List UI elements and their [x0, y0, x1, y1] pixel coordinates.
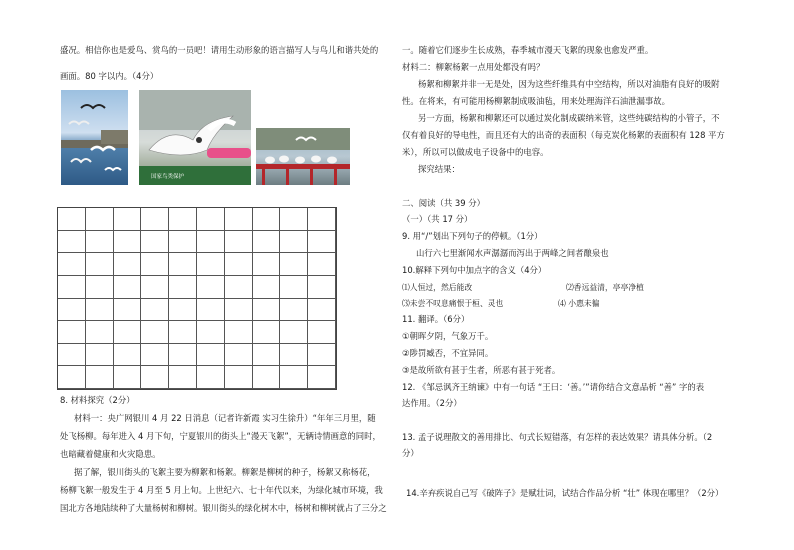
grid-cell[interactable] — [225, 321, 253, 344]
grid-cell[interactable] — [225, 208, 253, 231]
grid-cell[interactable] — [169, 208, 197, 231]
grid-cell[interactable] — [169, 253, 197, 276]
grid-cell[interactable] — [114, 366, 142, 389]
question-10-item-2: ⑵香远益清，亭亭净植 — [566, 283, 644, 292]
grid-cell[interactable] — [280, 253, 308, 276]
grid-cell[interactable] — [141, 299, 169, 322]
grid-cell[interactable] — [114, 231, 142, 254]
grid-cell[interactable] — [141, 344, 169, 367]
question-11-item-2: ②陟罚臧否，不宜异同。 — [402, 348, 494, 358]
question-12-line-2: 达作用。（2分） — [402, 398, 462, 408]
feeding-gull-photo — [139, 90, 251, 185]
grid-cell[interactable] — [280, 321, 308, 344]
grid-cell[interactable] — [197, 276, 225, 299]
question-14: 14.辛弃疾说自己写《破阵子》是赋壮词，试结合作品分析 “壮” 体现在哪里？（2分） — [406, 488, 724, 498]
grid-cell[interactable] — [253, 276, 281, 299]
grid-cell[interactable] — [114, 208, 142, 231]
photo-caption: 国家鸟类保护 — [151, 174, 185, 180]
grid-cell[interactable] — [253, 344, 281, 367]
right-line-1: 一。随着它们逐步生长成熟，春季城市漫天飞絮的现象也愈发严重。 — [402, 45, 654, 55]
grid-cell[interactable] — [280, 231, 308, 254]
grid-cell[interactable] — [308, 231, 336, 254]
grid-cell[interactable] — [141, 208, 169, 231]
material-2-line-4: 仅有着良好的导电性，而且还有大的出奇的表面积（每克炭化杨絮的表面积有 128 平方 — [402, 130, 725, 140]
grid-cell[interactable] — [58, 299, 86, 322]
intro-line-1: 盛况。相信你也是爱鸟、赏鸟的一员吧！请用生动形象的语言描写人与鸟儿和谐共处的 — [60, 45, 379, 55]
intro-line-2: 画面。80 字以内。（4分） — [60, 71, 159, 81]
grid-cell[interactable] — [253, 253, 281, 276]
grid-cell[interactable] — [308, 253, 336, 276]
grid-cell[interactable] — [197, 208, 225, 231]
grid-cell[interactable] — [114, 321, 142, 344]
grid-cell[interactable] — [141, 276, 169, 299]
question-11-item-1: ①朝晖夕阴，气象万千。 — [402, 331, 494, 341]
section-reading-title: 二、阅读（共 39 分） — [402, 198, 485, 208]
question-13-line-2: 分） — [402, 448, 419, 458]
question-11: 11. 翻译。（6分） — [402, 314, 470, 324]
grid-cell[interactable] — [280, 366, 308, 389]
grid-cell[interactable] — [225, 276, 253, 299]
writing-grid[interactable] — [57, 207, 337, 390]
question-8-title: 8. 材料探究（2分） — [60, 395, 135, 405]
grid-cell[interactable] — [58, 344, 86, 367]
grid-cell[interactable] — [86, 231, 114, 254]
grid-cell[interactable] — [225, 344, 253, 367]
grid-cell[interactable] — [86, 208, 114, 231]
grid-cell[interactable] — [280, 299, 308, 322]
question-10-item-3: ⑶未尝不叹息痛恨于桓、灵也 — [402, 299, 504, 308]
grid-cell[interactable] — [197, 231, 225, 254]
grid-cell[interactable] — [86, 344, 114, 367]
grid-cell[interactable] — [114, 276, 142, 299]
material-1-line-6: 国北方各地陆续种了大量杨树和柳树。银川街头的绿化树木中，杨树和柳树就占了三分之 — [60, 503, 387, 513]
grid-cell[interactable] — [114, 344, 142, 367]
grid-cell[interactable] — [169, 276, 197, 299]
grid-cell[interactable] — [197, 366, 225, 389]
material-2-line-5: 米），所以可以做成电子设备中的电容。 — [402, 147, 549, 157]
feeding-gull-drawing — [139, 90, 251, 185]
material-2-line-1: 杨絮和柳絮并非一无是处，因为这些纤维具有中空结构，所以对油脂有良好的吸附 — [418, 79, 720, 89]
question-10: 10.解释下列句中加点字的含义（4分） — [402, 265, 547, 275]
grid-cell[interactable] — [280, 344, 308, 367]
material-1-line-5: 杨柳飞絮一般发生于 4 月至 5 月上旬。上世纪六、七十年代以来，为绿化城市环境，我 — [60, 485, 383, 495]
grid-cell[interactable] — [253, 208, 281, 231]
grid-cell[interactable] — [308, 321, 336, 344]
grid-cell[interactable] — [308, 366, 336, 389]
grid-cell[interactable] — [308, 276, 336, 299]
question-9: 9. 用“/”划出下列句子的停顿。（1分） — [402, 231, 543, 241]
grid-cell[interactable] — [58, 208, 86, 231]
grid-cell[interactable] — [58, 231, 86, 254]
question-12-line-1: 12. 《邹忌讽齐王纳谏》中有一句话 “王曰：‘善。’”请你结合文意品析 “善” 字的表 — [402, 382, 705, 392]
grid-cell[interactable] — [308, 299, 336, 322]
grid-cell[interactable] — [225, 253, 253, 276]
grid-cell[interactable] — [169, 299, 197, 322]
grid-cell[interactable] — [58, 321, 86, 344]
grid-cell[interactable] — [197, 321, 225, 344]
grid-cell[interactable] — [141, 231, 169, 254]
grid-cell[interactable] — [225, 231, 253, 254]
grid-cell[interactable] — [58, 276, 86, 299]
material-1-line-2: 处飞杨柳。每年进入 4 月下旬，宁夏银川的街头上“漫天飞絮”，无辆诗情画意的同时， — [60, 431, 381, 441]
grid-cell[interactable] — [253, 321, 281, 344]
material-2-line-2: 性。在将来，有可能用杨柳絮制成吸油毡，用来处理海洋石油泄漏事故。 — [402, 96, 670, 106]
grid-cell[interactable] — [114, 253, 142, 276]
grid-cell[interactable] — [169, 231, 197, 254]
grid-cell[interactable] — [253, 299, 281, 322]
grid-cell[interactable] — [225, 366, 253, 389]
grid-cell[interactable] — [308, 208, 336, 231]
seagulls-lake-photo — [61, 90, 128, 185]
gulls-railing-drawing — [256, 128, 350, 185]
grid-cell[interactable] — [86, 253, 114, 276]
grid-cell[interactable] — [225, 299, 253, 322]
grid-cell[interactable] — [141, 321, 169, 344]
grid-cell[interactable] — [141, 366, 169, 389]
grid-cell[interactable] — [86, 276, 114, 299]
question-10-item-1: ⑴人恒过，然后能改 — [402, 283, 473, 292]
grid-cell[interactable] — [280, 208, 308, 231]
subsection-1-title: （一）（共 17 分） — [402, 214, 473, 224]
grid-cell[interactable] — [86, 299, 114, 322]
grid-cell[interactable] — [169, 321, 197, 344]
grid-cell[interactable] — [58, 253, 86, 276]
grid-cell[interactable] — [197, 299, 225, 322]
exploration-result-label: 探究结果： — [418, 164, 460, 174]
question-10-item-4: ⑷ 小惠未徧 — [558, 299, 600, 308]
seagull-lake-drawing — [61, 90, 128, 185]
material-1-line-3: 也暗藏着健康和火灾隐患。 — [60, 449, 161, 459]
grid-cell[interactable] — [141, 253, 169, 276]
question-9-sentence: 山行六七里渐闻水声潺潺而泻出于两峰之间者酿泉也 — [416, 248, 609, 258]
gulls-railing-photo — [256, 128, 350, 185]
question-11-item-3: ③是故所欲有甚于生者，所恶有甚于死者。 — [402, 365, 561, 375]
grid-cell[interactable] — [169, 366, 197, 389]
question-13-line-1: 13. 孟子说理散文的善用排比、句式长短错落，有怎样的表达效果？请具体分析。（2 — [402, 432, 713, 442]
material-1-line-4: 据了解，银川街头的飞絮主要为柳絮和杨絮。柳絮是柳树的种子，杨絮又称杨花， — [74, 467, 376, 477]
material-1-line-1: 材料一：央广网银川 4 月 22 日消息（记者许新霞 实习生徐升）“年年三月里，随 — [74, 413, 376, 423]
grid-cell[interactable] — [114, 299, 142, 322]
grid-cell[interactable] — [253, 366, 281, 389]
grid-cell[interactable] — [169, 344, 197, 367]
grid-cell[interactable] — [86, 321, 114, 344]
grid-cell[interactable] — [58, 366, 86, 389]
grid-cell[interactable] — [280, 276, 308, 299]
grid-cell[interactable] — [253, 231, 281, 254]
grid-cell[interactable] — [197, 253, 225, 276]
grid-cell[interactable] — [86, 366, 114, 389]
material-2-line-3: 另一方面，杨絮和柳絮还可以通过炭化制成碳纳米管，这些纯碳结构的小管子，不 — [418, 113, 720, 123]
material-2-title: 材料二：柳絮杨絮一点用处都没有吗？ — [402, 62, 545, 72]
grid-cell[interactable] — [197, 344, 225, 367]
grid-cell[interactable] — [308, 344, 336, 367]
